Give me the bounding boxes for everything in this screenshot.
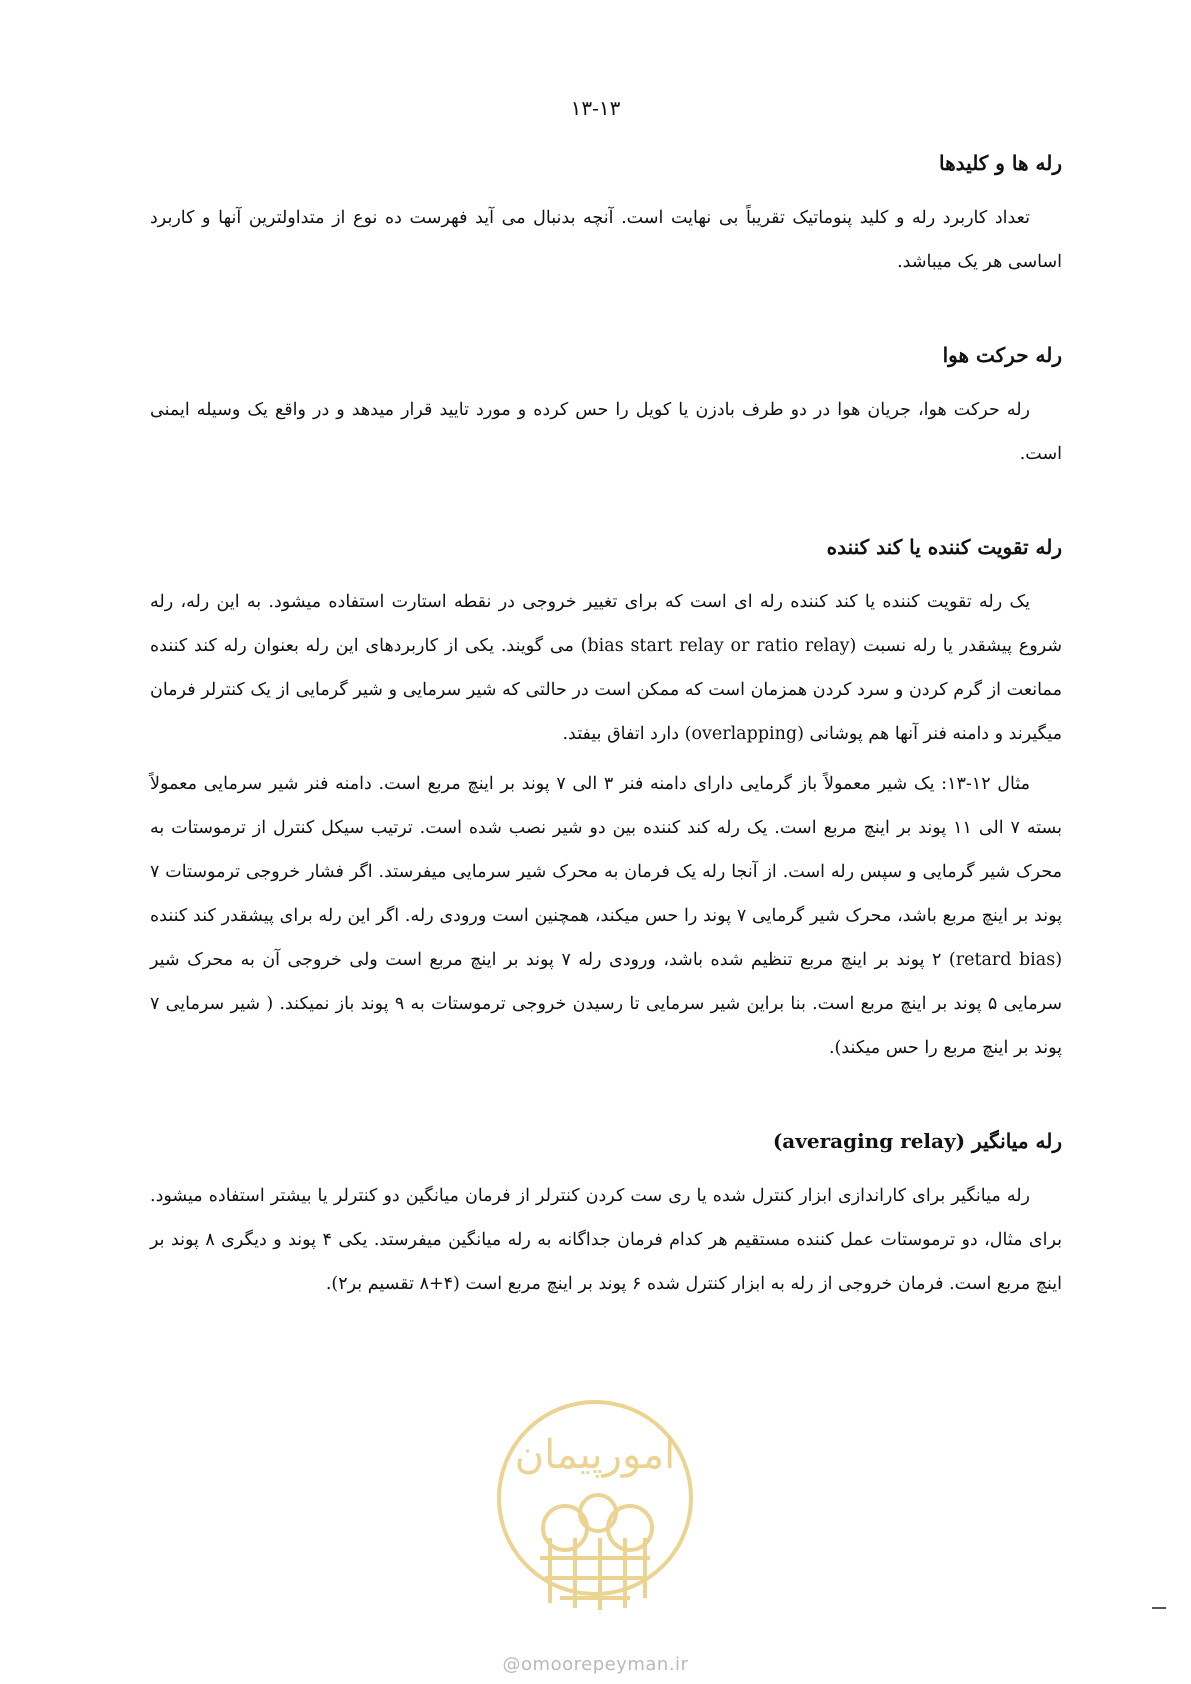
section-relays-and-switches <box>150 148 1062 284</box>
section-heading: رله ها و کلیدها <box>939 151 1062 175</box>
section-heading: رله میانگیر (averaging relay) <box>772 1129 1062 1153</box>
section-heading: رله تقویت کننده یا کند کننده <box>826 535 1062 559</box>
page-number: ۱۳-۱۳ <box>570 96 621 120</box>
omoore-peyman-seal-icon <box>490 1388 700 1628</box>
paragraph: تعداد کاربرد رله و کلید پنوماتیک تقریباً بی نهایت است. آنچه بدنبال می آید فهرست ده نوع از متداولترین آنها و کاربرد اساسی هر یک میباشد. <box>150 208 1062 272</box>
example-paragraph: مثال ۱۲-۱۳: یک شیر معمولاً باز گرمایی دارای دامنه فنر ۳ الی ۷ پوند بر اینچ مربع است. دامنه فنر شیر سرمایی معمولاً بسته ۷ الی ۱۱ پوند بر اینچ مربع است. یک رله کند کننده بین دو شیر نصب شده است. ترتیب سیکل کنترل از ترموستات به محرک شیر گرمایی و سپس رله است. از آنجا رله یک فرمان به محرک شیر سرمایی میفرستد. اگر فشار خروجی ترموستات ۷ پوند بر اینچ مربع باشد، محرک شیر گرمایی ۷ پوند را حس میکند، همچنین است ورودی رله. اگر این رله برای پیشقدر کند کننده (retard bias) ۲ پوند بر اینچ مربع تنظیم شده باشد، ورودی رله ۷ پوند بر اینچ مربع است ولی خروجی آن به محرک شیر سرمایی ۵ پوند بر اینچ مربع است. بنا براین شیر سرمایی تا رسیدن خروجی ترموستات به ۹ پوند باز نمیکند. ( شیر سرمایی ۷ پوند بر اینچ مربع را حس میکند). <box>150 774 1063 1058</box>
edge-mark <box>1152 1607 1166 1609</box>
watermark-site: @omoorepeyman.ir <box>502 1654 689 1675</box>
section-averaging-relay <box>150 1126 1062 1306</box>
document-body <box>150 148 1062 1306</box>
section-air-flow-relay <box>150 340 1062 476</box>
paragraph: رله حرکت هوا، جریان هوا در دو طرف بادزن یا کویل را حس کرده و مورد تایید قرار میدهد و در واقع یک وسیله ایمنی است. <box>150 400 1062 464</box>
paragraph: یک رله تقویت کننده یا کند کننده رله ای است که برای تغییر خروجی در نقطه استارت استفاده میشود. به این رله، رله شروع پیشقدر یا رله نسبت (bias start relay or ratio relay) می گویند. یکی از کاربردهای این رله بعنوان رله کند کننده ممانعت از گرم کردن و سرد کردن همزمان است که ممکن است در حالتی که شیر سرمایی و شیر گرمایی از یک کنترلر فرمان میگیرند و دامنه فنر آنها هم پوشانی (overlapping) دارد اتفاق بیفتد. <box>150 592 1063 744</box>
paragraph: رله میانگیر برای کاراندازی ابزار کنترل شده یا ری ست کردن کنترلر از فرمان میانگین دو کنترلر یا بیشتر استفاده میشود. برای مثال، دو ترموستات عمل کننده مستقیم هر کدام فرمان جداگانه به رله میانگین میفرستد. یکی ۴ پوند و دیگری ۸ پوند بر اینچ مربع است. فرمان خروجی از رله به ابزار کنترل شده ۶ پوند بر اینچ مربع است (۴+۸ تقسیم بر۲). <box>150 1186 1062 1294</box>
section-booster-retard-relay <box>150 532 1062 1070</box>
section-heading: رله حرکت هوا <box>942 343 1062 367</box>
watermark-logo-text: امورپیمان <box>514 1432 676 1478</box>
